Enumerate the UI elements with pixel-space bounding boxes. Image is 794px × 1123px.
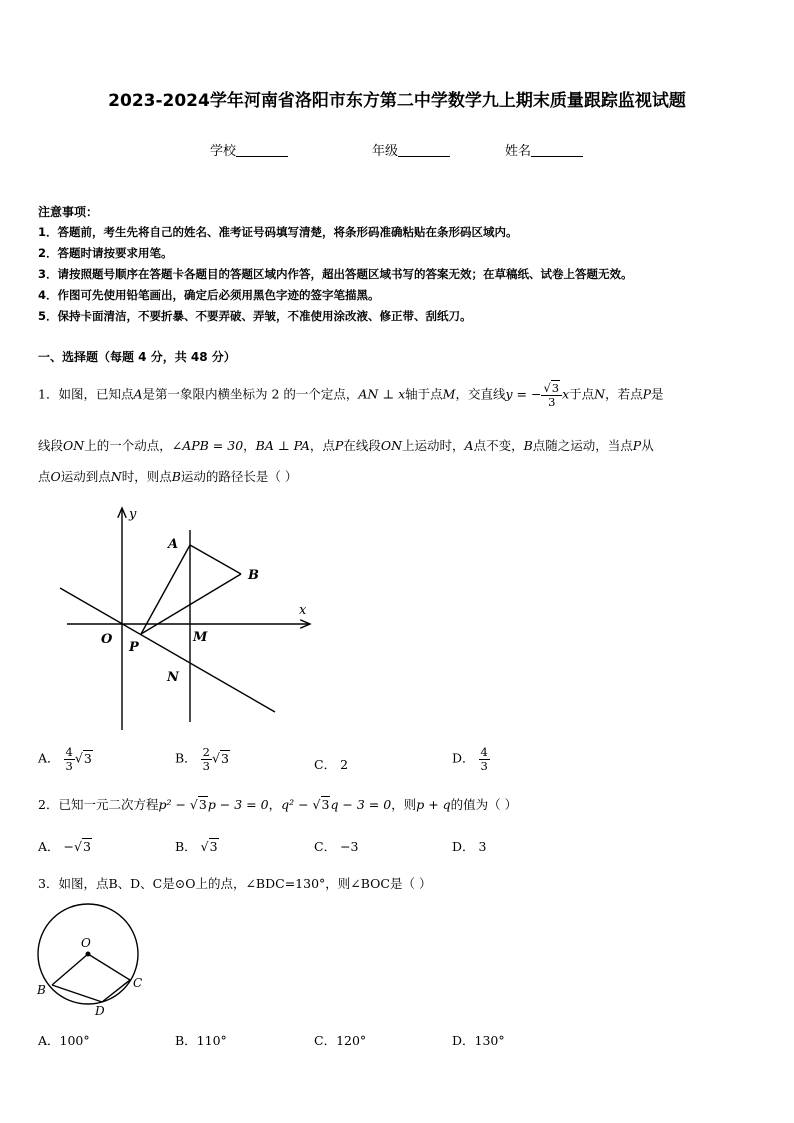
notice-item: 1．答题前，考生先将自己的姓名、准考证号码填写清楚，将条形码准确粘贴在条形码区域内。 (38, 225, 518, 239)
line-y-eq (60, 588, 275, 712)
segment-DC (102, 980, 130, 1002)
segment-PB (141, 574, 241, 634)
segment-BD (52, 985, 102, 1002)
q2-option-d[interactable]: D． 3 (452, 839, 487, 854)
label-B: B (248, 568, 259, 583)
q3-option-b[interactable]: B．110° (175, 1033, 227, 1048)
q3-option-c[interactable]: C．120° (314, 1033, 367, 1048)
notice-item: 4．作图可先使用铅笔画出，确定后必须用黑色字迹的签字笔描黑。 (38, 288, 380, 302)
section-title: 一、选择题（每题 4 分，共 48 分） (38, 350, 236, 364)
segment-OC (88, 954, 130, 980)
label-B: B (37, 983, 46, 997)
label-C: C (133, 976, 143, 990)
q2-option-c[interactable]: C． −3 (314, 839, 359, 854)
label-O: O (81, 936, 91, 950)
q3-option-a[interactable]: A．100° (38, 1033, 90, 1048)
school-field: 学校 (210, 140, 288, 159)
notice-item: 2．答题时请按要求用笔。 (38, 246, 173, 260)
notice-heading: 注意事项： (38, 205, 99, 219)
q1-option-c[interactable]: C． 2 (314, 757, 349, 772)
grade-blank[interactable] (398, 144, 450, 157)
notice-item: 3．请按照题号顺序在答题卡各题目的答题区域内作答，超出答题区域书写的答案无效；在草稿纸、试卷上答题无效。 (38, 267, 633, 281)
q1-line-3: 点O运动到点N时，则点B运动的路径长是（ ） (38, 469, 298, 484)
segment-OB (52, 954, 88, 985)
label-D: D (95, 1004, 105, 1018)
grade-field: 年级 (372, 140, 450, 159)
segment-AB (190, 545, 241, 574)
q2-option-a[interactable]: A． −√3 (38, 839, 91, 854)
label-A: A (168, 537, 179, 552)
q1-line-1: 1．如图，已知点A是第一象限内横坐标为 2 的一个定点，AN ⊥ x轴于点M，交直线y = − $\frac{√3}{3}$ x于点N，若点P是 (38, 381, 664, 409)
q3-figure (32, 902, 152, 1020)
page-title: 2023-2024学年河南省洛阳市东方第二中学数学九上期末质量跟踪监视试题 (108, 91, 686, 111)
q2-option-b[interactable]: B． √3 (175, 839, 218, 854)
q1-option-a[interactable]: A． $\frac{4}{3}$ √3 (38, 745, 92, 773)
notice-item: 5．保持卡面清洁，不要折暴、不要弄破、弄皱，不准使用涂改液、修正带、刮纸刀。 (38, 309, 472, 323)
q1-figure (55, 500, 325, 740)
label-N: N (167, 670, 179, 685)
q3-option-d[interactable]: D．130° (452, 1033, 505, 1048)
name-field: 姓名 (505, 140, 583, 159)
label-O: O (101, 632, 113, 647)
label-y: y (129, 507, 137, 522)
segment-PA (141, 545, 190, 634)
q1-option-d[interactable]: D． $\frac{4}{3}$ (452, 745, 488, 773)
name-blank[interactable] (531, 144, 583, 157)
q1-line-2: 线段ON上的一个动点，∠APB = 30，BA ⊥ PA，点P在线段ON上运动时，A点不变，B点随之运动，当点P从 (38, 438, 654, 453)
q1-option-b[interactable]: B． $\frac{2}{3}$ √3 (175, 745, 229, 773)
label-x: x (299, 603, 307, 618)
q1-fraction: $\frac{√3}{3}$ (541, 382, 562, 408)
q3-stem: 3．如图，点B、D、C是⊙O上的点，∠BDC=130°，则∠BOC是（ ） (38, 876, 432, 891)
school-blank[interactable] (236, 144, 288, 157)
q2-stem: 2．已知一元二次方程p² − √3p − 3 = 0，q² − √3q − 3 = 0，则p + q的值为（ ） (38, 797, 518, 812)
label-P: P (129, 640, 139, 655)
label-M: M (193, 630, 208, 645)
